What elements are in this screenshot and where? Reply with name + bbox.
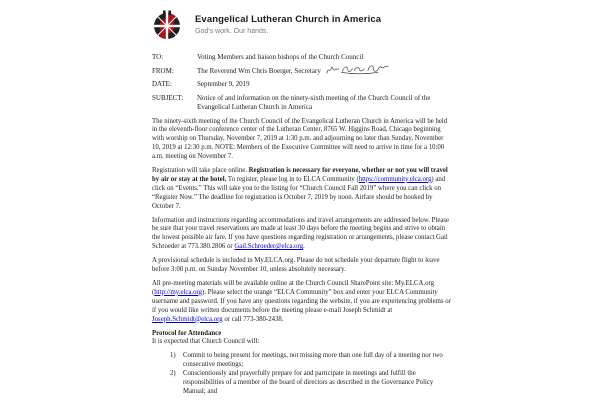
- field-date-label: DATE:: [152, 80, 172, 88]
- field-subject: [152, 94, 452, 112]
- joseph-schmidt-email-link[interactable]: Joseph.Schmidt@elca.org: [152, 315, 223, 323]
- elca-logo-icon: [152, 10, 182, 40]
- registration-tail-text: ) and click on “Events.” This will take you to the listing for “Church Council Fall 2019” where you can click on “Register Now.” The deadline for registration is October 7, 2019 by noon. Airfare should be booked by October 7.: [152, 175, 446, 210]
- letterhead: [152, 10, 452, 40]
- org-tagline: God's work. Our hands.: [195, 27, 269, 35]
- field-from-value: [197, 67, 452, 76]
- elca-community-link[interactable]: https://community.elca.org: [358, 175, 432, 183]
- org-name: Evangelical Lutheran Church in America: [195, 14, 382, 25]
- field-to: [152, 53, 452, 62]
- field-from-text: The Reverend Wm Chris Boerger, Secretary: [197, 66, 321, 75]
- materials-tail-text: or call 773-380-2438.: [222, 315, 284, 323]
- secretary-signature-icon: [325, 63, 389, 78]
- field-to-label: TO:: [152, 53, 164, 61]
- paragraph-schedule-text: A provisional schedule is included in My.ELCA.org. Please do not schedule your departure flight to leave before 3:00 p.m. on Sunday November 10, unless absolutely necessary.: [152, 257, 440, 274]
- letterhead-text: [195, 10, 381, 35]
- field-subject-label: SUBJECT:: [152, 93, 184, 102]
- paragraph-travel: [152, 217, 452, 253]
- list-item: [170, 352, 452, 370]
- paragraph-registration: [152, 167, 452, 212]
- protocol-intro: It is expected that Church Council will:: [152, 338, 260, 346]
- memo-header-fields: [152, 53, 452, 112]
- memo-content: [152, 10, 452, 397]
- registration-bold-text: Registration is necessary for everyone, whether or not you will travel by air or stay at the hotel.: [152, 167, 448, 183]
- list-item-number: 2): [170, 370, 176, 378]
- paragraph-materials: [152, 280, 452, 325]
- registration-mid-text: To register, please log in to ELCA Community (: [226, 175, 359, 183]
- materials-lead-text: All pre-meeting materials will be available online at the Church Council SharePoint site: My.ELCA.org (: [152, 280, 435, 296]
- list-item: [170, 370, 452, 397]
- protocol-list: [170, 352, 452, 397]
- paragraph-schedule: [152, 257, 452, 275]
- my-elca-link[interactable]: http://my.elca.org: [154, 288, 203, 296]
- field-date-value: September 9, 2019: [197, 80, 250, 88]
- travel-lead-text: Information and instructions regarding accommodations and travel arrangements are addressed below. Please be sure that your travel reservations are made at least 30 days before the meeting begins and strive to obtain the lowest possible air fare. If you have questions regarding registration or arrangements, please contact Gail Schroeder at 773.380.2806 or: [152, 216, 450, 251]
- field-date: [152, 80, 452, 89]
- materials-mid-text: ). Please select the orange “ELCA Community” box and enter your ELCA Community username and password. If you have any questions regarding the website, if you are experiencing problems or if you would like written documents before the meeting please e-mail Joseph Schmidt at: [152, 288, 451, 314]
- gail-schroeder-email-link[interactable]: Gail.Schroeder@elca.org: [234, 243, 304, 251]
- field-from-label: FROM:: [152, 66, 174, 75]
- paragraph-meeting-notice: [152, 118, 452, 163]
- field-from: [152, 67, 452, 76]
- registration-lead-text: Registration will take place online.: [152, 167, 249, 175]
- field-to-value: Voting Members and liaison bishops of the Church Council: [197, 53, 364, 61]
- travel-tail-text: .: [303, 243, 305, 251]
- paragraph-meeting-notice-text: The ninety-sixth meeting of the Church Council of the Evangelical Lutheran Church in America will be held in the eleventh-floor conference center of the Lutheran Center, 8765 W. Higgins Road, Chicago beginning with worship on Thursday, November 7, 2019 at 1:30 p.m. and adjourning no later than Sunday, November 10, 2019 at 12:30 p.m. NOTE: Members of the Executive Committee will need to arrive in time for a 10:00 a.m. meeting on November 7.: [152, 117, 448, 161]
- list-item-text: Conscientiously and prayerfully prepare for and participate in meetings and fulfill the responsibilities of a member of the board of directors as described in the Governance Policy Manual; and: [183, 370, 434, 395]
- list-item-text: Commit to being present for meetings, not missing more than one full day of a meeting nor two consecutive meetings;: [183, 352, 443, 369]
- list-item-number: 1): [170, 352, 176, 360]
- memo-body: [152, 118, 452, 397]
- protocol-heading: Protocol for Attendance: [152, 329, 222, 337]
- field-subject-value: Notice of and information on the ninety-sixth meeting of the Church Council of the Evangelical Lutheran Church in America: [197, 93, 431, 111]
